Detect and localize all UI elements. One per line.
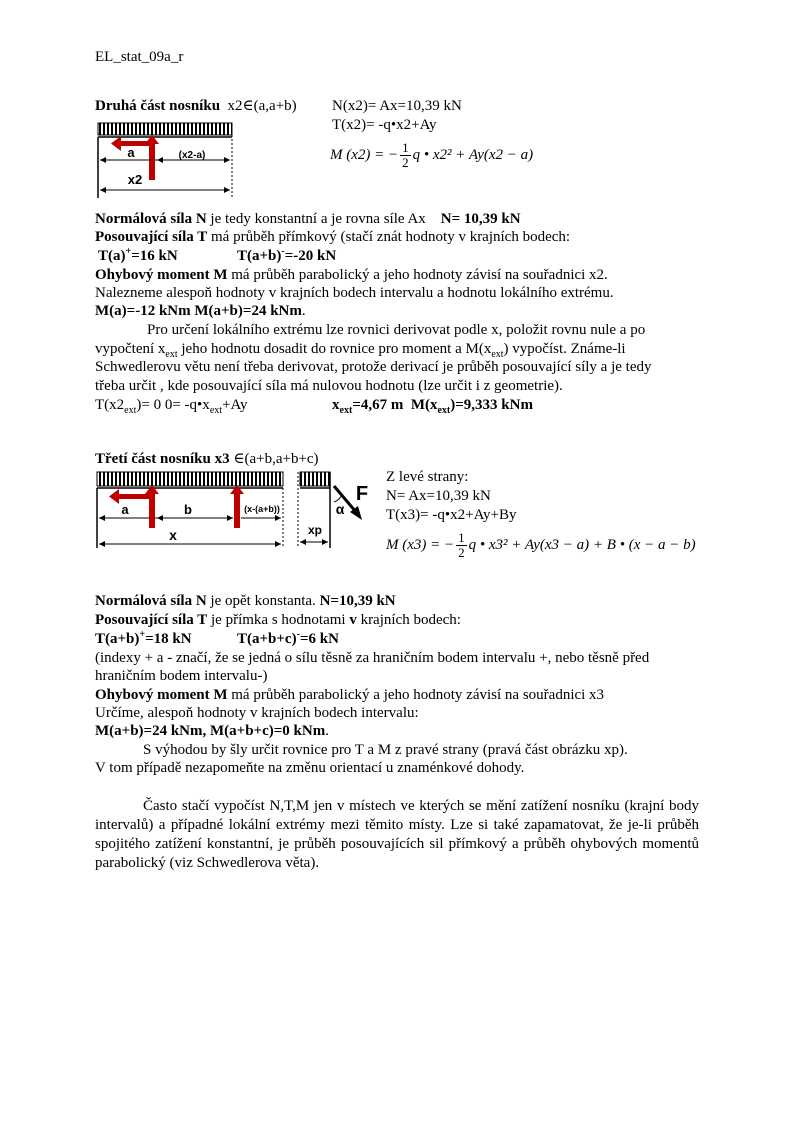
force-arrow-B-vertical bbox=[234, 492, 240, 528]
s2-shear-value-abc: T(a+b+c)-=6 kN bbox=[237, 629, 339, 647]
s1-moment-line bbox=[95, 266, 608, 284]
section1-shear-eq: T(x2)= -q•x2+Ay bbox=[332, 117, 437, 133]
s2-index-note-1: (indexy + a - značí, že se jedná o sílu těsně za hraničním bodem intervalu +, nebo těsně před bbox=[95, 650, 650, 666]
moment-eq-left: M (x2) = − bbox=[330, 147, 399, 163]
s2-normal-line: Normálová síla N je opět konstanta. N=10,39 kN bbox=[95, 593, 396, 609]
force-arrow-A-horizontal bbox=[119, 494, 153, 499]
section1-heading-line bbox=[95, 97, 297, 115]
s2-right-note-1: S výhodou by šly určit rovnice pro T a M z pravé strany (pravá část obrázku xp). bbox=[143, 742, 628, 758]
s2-left-side: Z levé strany: bbox=[386, 469, 469, 485]
fig2-label-xab: (x-(a+b)) bbox=[244, 504, 280, 514]
fig2-label-a: a bbox=[121, 502, 129, 517]
fraction-half-2: $\frac{1}{2}$ bbox=[458, 530, 465, 561]
section2-heading-line bbox=[95, 450, 319, 468]
section2-interval: ∈(a+b,a+b+c) bbox=[233, 451, 319, 467]
moment-eq-right: q • x2² + Ay(x2 − a) bbox=[412, 147, 534, 163]
dim-label-a: a bbox=[127, 145, 135, 160]
document-header: EL_stat_09a_r bbox=[95, 49, 184, 65]
s1-shear-value-ab: T(a+b)-=-20 kN bbox=[237, 246, 337, 264]
s2-shear-eq: T(x3)= -q•x2+Ay+By bbox=[386, 507, 517, 523]
s1-para-line3: Schwedlerovu větu není třeba derivovat, protože derivací je průběh posouvající síly a je tedy bbox=[95, 359, 652, 375]
moment-text: má průběh parabolický a jeho hodnoty závisí na souřadnici x2. bbox=[227, 267, 608, 283]
s1-normal-line bbox=[95, 210, 521, 228]
fig2-label-xp: xp bbox=[307, 523, 323, 537]
fraction-half bbox=[400, 141, 411, 170]
s1-para-line4: třeba určit , kde posouvající síla má nulovou hodnotu (lze určit i z geometrie). bbox=[95, 378, 563, 394]
s2-shear-line: Posouvající síla T je přímka s hodnotami v krajních bodech: bbox=[95, 612, 461, 628]
s1-moment-line2: Nalezneme alespoň hodnoty v krajních bodech intervalu a hodnotu lokálního extrému. bbox=[95, 285, 614, 301]
closing-paragraph: Často stačí vypočíst N,T,M jen v místech ve kterých se mění zatížení nosníku (krajní body intervalů) a případné lokální extrémy mezi těmito místy. Lze si také zapamatovat, že je-li průběh spojitého zatížení konstantní, je průběh posouvajících sil přímkový a průběh ohybových momentů parabolický (viz Schwedlerova věta). bbox=[95, 798, 699, 871]
s2-shear-value-ab: T(a+b)+=18 kN bbox=[95, 629, 192, 647]
s1-moment-values: M(a)=-12 kNm M(a+b)=24 kNm. bbox=[95, 303, 306, 319]
s1-para-line1: Pro určení lokálního extrému lze rovnici derivovat podle x, položit rovnu nule a po bbox=[147, 322, 646, 338]
s1-extreme-results: $x_{ext}=4,67$ m $M(x_{ext})=9,333$ kNm bbox=[332, 397, 533, 416]
beam-figure-2 bbox=[95, 470, 285, 552]
fraction-num: 1 bbox=[402, 140, 409, 156]
vertical-force-arrow bbox=[149, 142, 155, 180]
dim-label-x2a: (x2-a) bbox=[178, 150, 206, 161]
beam-figure-2-right bbox=[296, 470, 376, 552]
s2-moment-values: M(a+b)=24 kNm, M(a+b+c)=0 kNm. bbox=[95, 723, 329, 739]
normal-force-value: N= 10,39 kN bbox=[440, 211, 521, 227]
fraction-den: 2 bbox=[402, 155, 409, 171]
beam-figure-1 bbox=[95, 120, 235, 200]
section1-normal-eq: N(x2)= Ax=10,39 kN bbox=[332, 98, 462, 114]
horizontal-force-arrow bbox=[121, 141, 153, 146]
section1-interval: x2∈(a,a+b) bbox=[227, 98, 297, 114]
moment-label: Ohybový moment M bbox=[95, 267, 228, 283]
s1-shear-value-a: T(a)+=16 kN bbox=[98, 246, 178, 264]
distributed-load-hatch-2 bbox=[97, 472, 283, 486]
dim-label-x2: x2 bbox=[127, 172, 143, 187]
section2-heading: Třetí část nosníku x3 bbox=[95, 451, 230, 467]
s1-extreme-eq: $T(x2_{ext})= 0$ $0= -q•x_{ext}+Ay$ bbox=[95, 397, 248, 416]
s2-moment-line2: Určíme, alespoň hodnoty v krajních bodech intervalu: bbox=[95, 705, 419, 721]
fig2-label-x: x bbox=[169, 527, 177, 543]
shear-force-text: má průběh přímkový (stačí znát hodnoty v krajních bodech: bbox=[207, 229, 571, 245]
s2-right-note-2: V tom případě nezapomeňte na změnu orientací u znaménkové dohody. bbox=[95, 760, 525, 776]
fig2-label-alpha: α bbox=[335, 501, 345, 517]
normal-force-text: je tedy konstantní a je rovna síle Ax bbox=[206, 211, 426, 227]
s1-shear-line bbox=[95, 228, 570, 246]
fig2-label-b: b bbox=[184, 502, 192, 517]
s1-para-line2: vypočtení $x_{ext}$ jeho hodnotu dosadit do rovnice pro moment a $M(x_{ext})$ vypočíst. Známe-li bbox=[95, 341, 626, 360]
section1-moment-eq bbox=[330, 140, 533, 170]
s2-moment-line: Ohybový moment M má průběh parabolický a jeho hodnoty závisí na souřadnici x3 bbox=[95, 687, 605, 703]
normal-force-label: Normálová síla N bbox=[95, 211, 207, 227]
distributed-load-hatch bbox=[98, 123, 232, 135]
shear-force-label: Posouvající síla T bbox=[95, 229, 208, 245]
fig2-label-F: F bbox=[355, 483, 369, 505]
s2-normal-eq: N= Ax=10,39 kN bbox=[386, 488, 491, 504]
section1-heading: Druhá část nosníku bbox=[95, 98, 221, 114]
section2-moment-eq: M (x3) = − $\frac{1}{2}$ q • x3² + Ay(x3 − a) + B • (x − a − b) bbox=[386, 530, 696, 561]
s2-index-note-2: hraničním bodem intervalu-) bbox=[95, 668, 268, 684]
